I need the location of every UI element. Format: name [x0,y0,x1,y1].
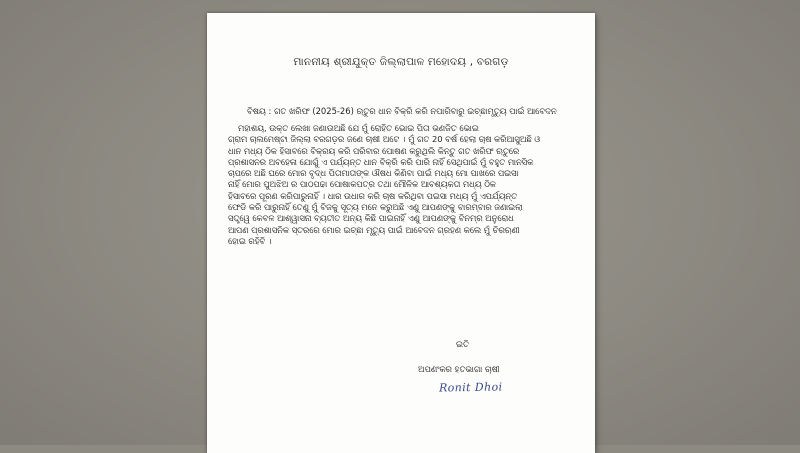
body-line: ହୋଇ ରହିବି । [228,235,272,246]
letter-heading: ମାନନୀୟ ଶ୍ରୀଯୁକ୍ତ ଜିଲ୍ଲାପାଳ ମହୋଦୟ , ବରଗଡ଼ [293,56,509,68]
letter-body [228,123,575,247]
body-line: ଧାନ ମଧ୍ୟ ଠିକ ହିସାବରେ ବିକ୍ରୟ କରି ପରିବାର ପୋଷଣ କରୁଥିଲି କିନ୍ତୁ ଗତ ଖରିଫ ଋତୁରେ [228,145,520,156]
body-line: ଫେଡି କରି ପାରୁନାହିଁ ତେଣୁ ମୁଁ ବିଜକୁ ସୂତ୍ୟ ମନେ କରୁଅଛି ଏଣୁ ଆପଣଙ୍କୁ ବାରମ୍ବାର ଜଣାଇଲା [228,202,523,213]
body-line: ହିସାବରେ ପୂରଣ କରିପାରୁନାହିଁ । ଧାର ଉଧାର କରି ଚାଷ କରିଥିବା ପଇସା ମଧ୍ୟ ମୁଁ ଏପର୍ଯ୍ୟନ୍ତ [228,190,518,201]
body-line: ପ୍ରଶାସନର ଅବହେଳା ଯୋଗୁଁ ଏ ପର୍ଯ୍ୟନ୍ତ ଧାନ ବିକ୍ରି କରି ପାରି ନାହିଁ ସେଥିପାଇଁ ମୁଁ ବହୁତ ମାନସିକ [228,156,534,167]
letter-closing: ଇତି [456,339,469,349]
handwritten-signature: Ronit Dhoi [438,380,503,395]
body-line: ମହାଶୟ, ଉକ୍ତ ଲେଖା ଜଣାଉଅଛି ଯେ ମୁଁ ରୋହିତ ଭୋଇ ପିତା ଭଣଜିତ ଭୋଇ [238,123,479,133]
letter-sender: ଅପଣଂକର ହତଭାଗା ଚାଷୀ [418,364,500,374]
body-line: ସତ୍ତ୍ୱେ କେବଳ ଆଶ୍ୱାସନା ବ୍ୟତୀତ ଅନ୍ୟ କିଛି ପାଇନାହିଁ ଏଣୁ ଆପଣଙ୍କୁ ବିନମ୍ର ଅନୁରୋଧ [228,213,514,224]
letter-page [207,13,595,453]
letter-subject: ବିଷୟ : ଗତ ଖରିଫ (2025-26) ଋତୁର ଧାନ ବିକ୍ରି କରି ନପାରିବାରୁ ଇଚ୍ଛାମୃତ୍ୟୁ ପାଇଁ ଆବେଦନ [247,106,557,116]
body-line: ଚାପରେ ଅଛି ଘରେ ମୋର ବୃଦ୍ଧ ପିତାମାତାଙ୍କ ଔଷଧ କିଣିବା ପାଇଁ ମଧ୍ୟ ମୋ ପାଖରେ ପଇସା [228,168,519,179]
body-line: ଗ୍ରାମ ଚାଲମେଷ୍ଟା ଜିଲ୍ଲା ବରଗଡ଼ର ଜଣେ ଚାଷୀ ଅଟେ । ମୁଁ ଗତ 20 ବର୍ଷ ହେଲା ଚାଷ କରିଆସୁଅଛି ଓ [228,134,540,145]
body-line: ଆପଣ ପ୍ରଶାସନିକ ସ୍ତରରେ ମୋର ଇଚ୍ଛା ମୃତ୍ୟୁ ପାଇଁ ଆବେଦନ ଗ୍ରହଣ କଲେ ମୁଁ ଚିରଋଣୀ [228,224,520,235]
body-line: ନାହିଁ ମୋର ପୁଅଝିଅ ର ପାଠପଢା ପୋଷାକପତ୍ର ତଥା ମୌଳିକ ଆବଶ୍ୟକତା ମଧ୍ୟ ଠିକ [228,179,496,190]
